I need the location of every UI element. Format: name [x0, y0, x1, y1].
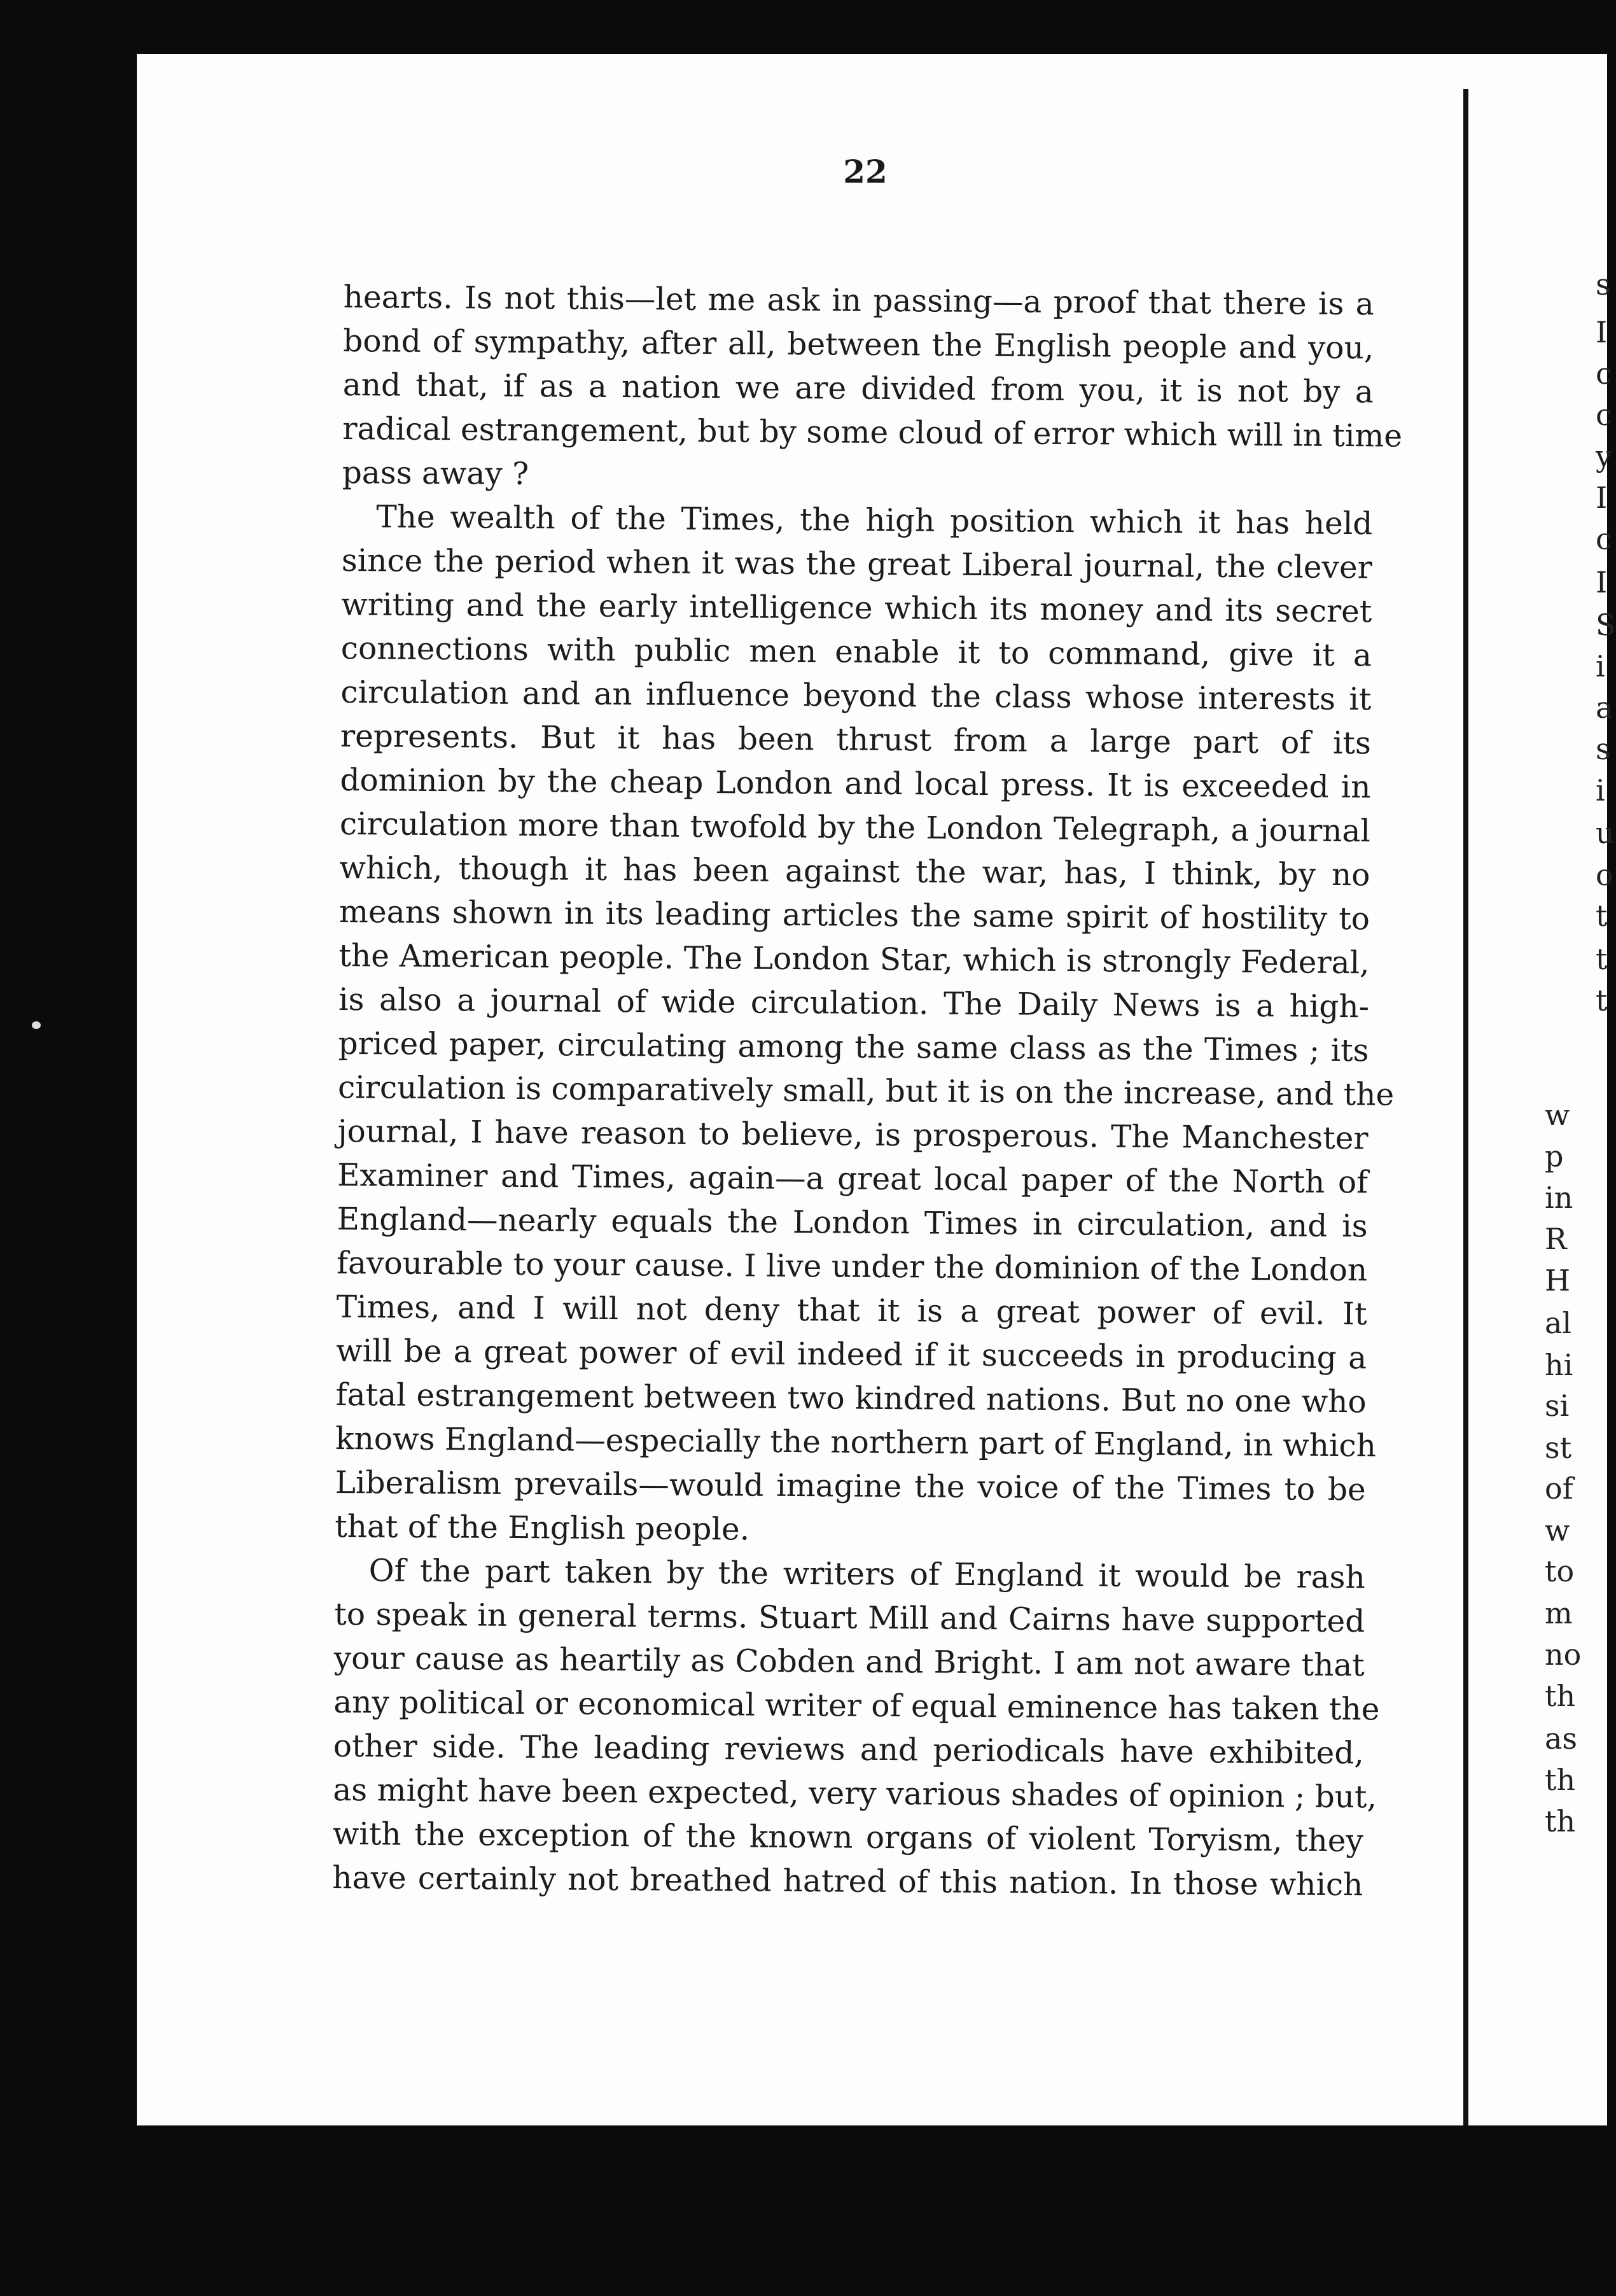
text-line: Examiner and Times, again—a great local paper of the North of — [337, 1157, 1369, 1201]
text-line: means shown in its leading articles the same spirit of hostility to — [338, 893, 1370, 937]
adjacent-page-fragment: I — [1596, 565, 1608, 599]
text-line: with the exception of the known organs of violent Toryism, they — [332, 1816, 1364, 1859]
text-line: pass away ? — [342, 454, 529, 493]
adjacent-page-fragment: i — [1596, 649, 1605, 683]
adjacent-page-fragment: I — [1596, 315, 1608, 349]
page-number: 22 — [843, 153, 888, 190]
text-line: any political or economical writer of equal eminence has taken the — [333, 1684, 1380, 1728]
text-line: will be a great power of evil indeed if it succeeds in producing a — [336, 1333, 1367, 1376]
adjacent-page-fragment: th — [1545, 1804, 1576, 1838]
text-line: Times, and I will not deny that it is a great power of evil. It — [336, 1289, 1367, 1333]
adjacent-page-fragment: no — [1545, 1637, 1582, 1672]
text-line: circulation more than twofold by the London Telegraph, a journal — [339, 806, 1371, 850]
adjacent-page-fragment: hi — [1545, 1348, 1573, 1382]
text-line: as might have been expected, very various shades of opinion ; but, — [333, 1772, 1377, 1816]
adjacent-page-fragment: s — [1596, 267, 1611, 302]
body-text — [332, 276, 1403, 1907]
adjacent-page — [1468, 54, 1616, 2125]
text-line: writing and the early intelligence which its money and its secret — [341, 586, 1372, 630]
adjacent-page-fragment: w — [1545, 1513, 1570, 1548]
adjacent-page-fragment: al — [1545, 1306, 1572, 1340]
text-line: circulation and an influence beyond the class whose interests it — [340, 674, 1372, 718]
text-line: England—nearly equals the London Times in circulation, and is — [337, 1201, 1368, 1245]
text-line: hearts. Is not this—let me ask in passing—a proof that there is a — [343, 279, 1374, 323]
text-line: other side. The leading reviews and periodicals have exhibited, — [333, 1728, 1365, 1772]
text-line: radical estrangement, but by some cloud of error which will in time — [342, 410, 1403, 454]
adjacent-page-fragment: of — [1545, 1471, 1573, 1506]
adjacent-page-fragment: to — [1545, 1554, 1575, 1588]
adjacent-page-fragment: c — [1596, 398, 1612, 432]
adjacent-page-fragment: si — [1545, 1389, 1570, 1423]
text-line: connections with public men enable it to command, give it a — [340, 630, 1372, 674]
adjacent-page-fragment: u — [1596, 816, 1615, 850]
text-line: Liberalism prevails—would imagine the voice of the Times to be — [335, 1464, 1366, 1508]
text-line: is also a journal of wide circulation. The Daily News is a high- — [338, 981, 1370, 1025]
adjacent-page-fragment: o — [1596, 858, 1613, 892]
adjacent-page-fragment: t — [1596, 942, 1608, 976]
text-line: priced paper, circulating among the same class as the Times ; its — [338, 1025, 1369, 1069]
adjacent-page-fragment: in — [1545, 1180, 1573, 1215]
adjacent-page-fragment: p — [1545, 1139, 1564, 1173]
text-line: The wealth of the Times, the high position which it has held — [376, 499, 1373, 542]
adjacent-page-fragment: as — [1545, 1721, 1578, 1756]
adjacent-page-fragment: R — [1545, 1222, 1567, 1256]
scan-speck — [32, 1021, 41, 1029]
adjacent-page-fragment: th — [1545, 1763, 1576, 1797]
adjacent-page-fragment: s — [1596, 732, 1611, 766]
text-line: represents. But it has been thrust from a large part of its — [340, 718, 1372, 762]
adjacent-page-fragment: I — [1596, 480, 1608, 515]
text-line: which, though it has been against the war, has, I think, by no — [339, 850, 1370, 893]
text-line: Of the part taken by the writers of England it would be rash — [368, 1553, 1365, 1596]
page-gutter — [1463, 89, 1468, 2125]
adjacent-page-fragment: th — [1545, 1679, 1576, 1713]
text-line: have certainly not breathed hatred of this nation. In those which — [332, 1859, 1363, 1903]
adjacent-page-fragment: st — [1545, 1431, 1572, 1465]
text-line: knows England—especially the northern part of England, in which — [335, 1420, 1377, 1464]
adjacent-page-fragment: i — [1596, 773, 1605, 808]
adjacent-page-fragment: H — [1545, 1263, 1571, 1298]
text-line: dominion by the cheap London and local press. It is exceeded in — [340, 762, 1371, 806]
text-line: favourable to your cause. I live under the dominion of the London — [336, 1245, 1368, 1289]
adjacent-page-fragment: c — [1596, 522, 1612, 556]
adjacent-page-fragment: c — [1596, 356, 1612, 391]
text-line: journal, I have reason to believe, is prosperous. The Manchester — [337, 1113, 1369, 1157]
adjacent-page-fragment: m — [1545, 1596, 1573, 1630]
text-line: and that, if as a nation we are divided from you, it is not by a — [342, 367, 1374, 410]
adjacent-page-fragment: t — [1596, 983, 1608, 1018]
text-line: your cause as heartily as Cobden and Bright. I am not aware that — [333, 1640, 1365, 1684]
text-line: the American people. The London Star, which is strongly Federal, — [338, 937, 1370, 981]
text-line: fatal estrangement between two kindred nations. But no one who — [335, 1376, 1367, 1420]
text-line: that of the English people. — [335, 1508, 750, 1548]
adjacent-page-fragment: S — [1596, 608, 1616, 642]
adjacent-page-fragment: y — [1596, 439, 1612, 473]
text-line: to speak in general terms. Stuart Mill and Cairns have supported — [334, 1596, 1365, 1640]
adjacent-page-fragment: t — [1596, 899, 1608, 933]
adjacent-page-fragment: a — [1596, 690, 1613, 725]
text-line: bond of sympathy, after all, between the English people and you, — [343, 323, 1374, 367]
adjacent-page-fragment: w — [1545, 1098, 1570, 1132]
text-line: circulation is comparatively small, but it is on the increase, and the — [337, 1069, 1395, 1113]
text-line: since the period when it was the great Liberal journal, the clever — [341, 542, 1373, 586]
